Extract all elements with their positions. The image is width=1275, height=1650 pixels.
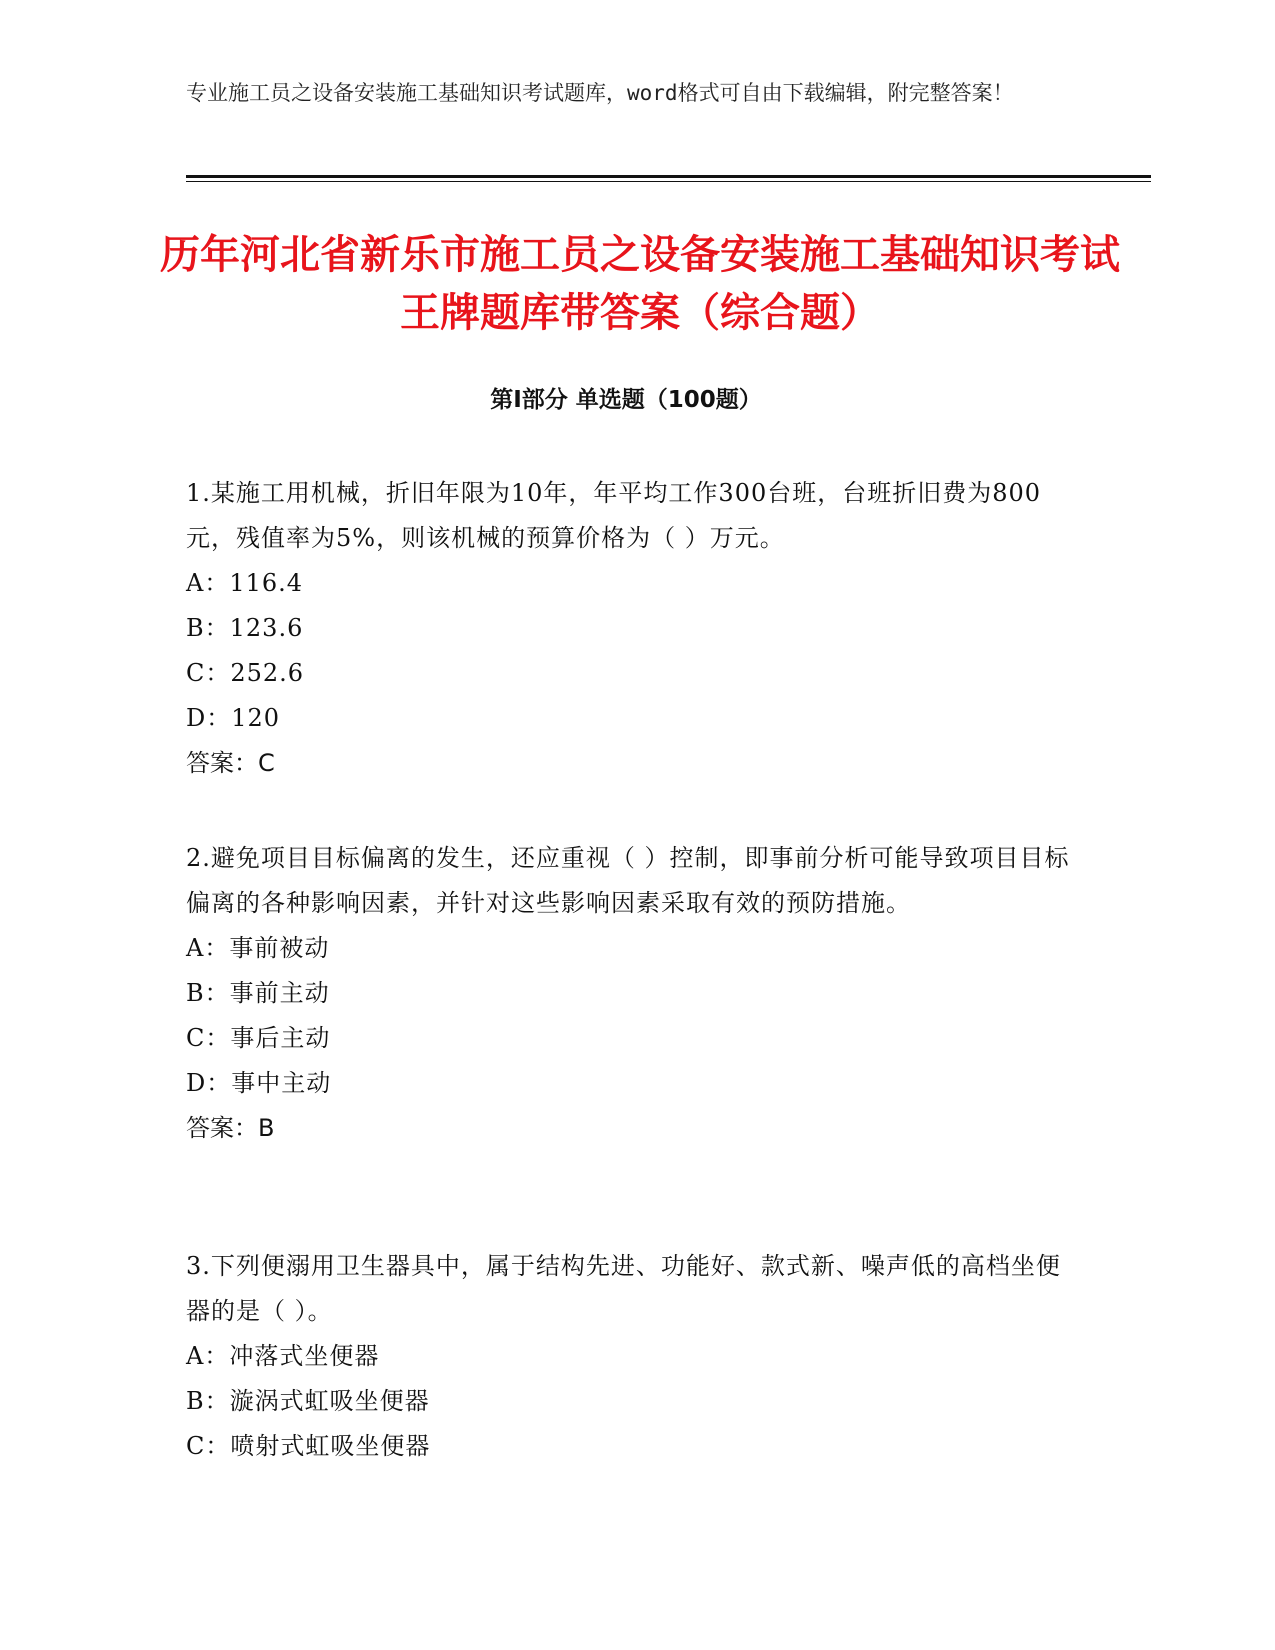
question-1 [186,471,1076,786]
document-title: 历年河北省新乐市施工员之设备安装施工基础知识考试王牌题库带答案（综合题） [160,232,1120,336]
option-b: B：123.6 [186,614,304,642]
question-stem: 2.避免项目目标偏离的发生，还应重视（ ）控制，即事前分析可能导致项目目标偏离的各种影响因素，并针对这些影响因素采取有效的预防措施。 [186,844,1070,917]
option-a: A：事前被动 [186,934,330,962]
answer: 答案：B [186,1114,275,1142]
question-2 [186,836,1076,1151]
section-title: 第Ⅰ部分 单选题（100题） [490,387,762,413]
header-divider-thin [186,181,1151,182]
option-b: B：事前主动 [186,979,330,1007]
option-d: D：120 [186,704,281,732]
option-c: C：事后主动 [186,1024,331,1052]
header-note: 专业施工员之设备安装施工基础知识考试题库，word格式可自由下载编辑，附完整答案！ [186,81,1014,105]
option-c: C：喷射式虹吸坐便器 [186,1432,431,1460]
option-b: B：漩涡式虹吸坐便器 [186,1387,430,1415]
option-a: A：冲落式坐便器 [186,1342,380,1370]
option-a: A：116.4 [186,569,304,597]
question-stem: 1.某施工用机械，折旧年限为10年，年平均工作300台班，台班折旧费为800元，残值率为5%，则该机械的预算价格为（ ）万元。 [186,479,1042,552]
header-divider-thick [186,175,1151,178]
answer: 答案：C [186,749,275,777]
question-3 [186,1244,1076,1469]
option-d: D：事中主动 [186,1069,332,1097]
question-stem: 3.下列便溺用卫生器具中，属于结构先进、功能好、款式新、噪声低的高档坐便器的是（ ）。 [186,1252,1061,1325]
option-c: C：252.6 [186,659,305,687]
